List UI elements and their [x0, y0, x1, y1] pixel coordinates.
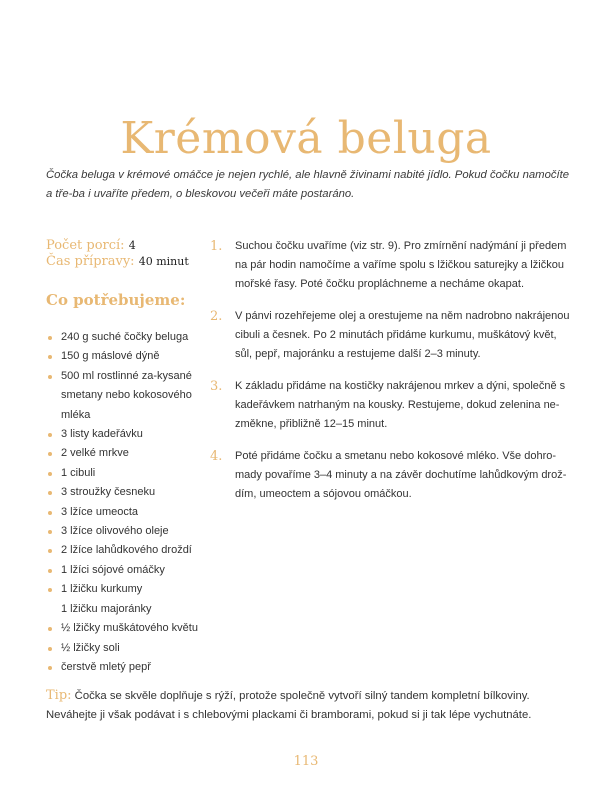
prep-time-value: 40 minut [138, 255, 189, 268]
list-item: 3 lžíce umeocta [46, 503, 211, 522]
tip-paragraph [46, 686, 576, 725]
step-number: 2. [210, 309, 223, 324]
step-number: 4. [210, 449, 223, 464]
bullet-icon [48, 336, 52, 340]
bullet-icon [48, 511, 52, 515]
list-item: 3 stroužky česneku [46, 483, 211, 502]
list-item: 1 lžičku majoránky [61, 602, 152, 615]
servings [46, 238, 189, 254]
bullet-icon [48, 472, 52, 476]
step-number: 1. [210, 239, 223, 254]
list-item: 2 velké mrkve [46, 444, 211, 463]
bullet-icon [48, 647, 52, 651]
step-text: V pánvi rozehřejeme olej a orestujeme na něm nadrobno nakrájenou cibuli a česnek. Po 2 minutách přidáme kurkumu, muškátový květ, sůl, pepř, majoránku a restujeme další 2–3 minuty. [235, 310, 570, 360]
bullet-icon [48, 355, 52, 359]
servings-value: 4 [128, 239, 136, 252]
list-item: ½ lžičky muškátového květu [46, 619, 211, 638]
list-item: čerstvě mletý pepř [46, 658, 211, 677]
step-item [210, 307, 575, 364]
bullet-icon [48, 549, 52, 553]
tip-label: Tip: [46, 688, 72, 703]
list-item: 3 lžíce olivového oleje [46, 522, 211, 541]
list-item: 240 g suché čočky beluga [46, 328, 211, 347]
bullet-icon [48, 530, 52, 534]
bullet-icon [48, 491, 52, 495]
recipe-title: Krémová beluga [120, 113, 492, 165]
list-item: ½ lžičky soli [46, 639, 211, 658]
ingredients-heading: Co potřebujeme: [46, 291, 186, 309]
bullet-icon [48, 627, 52, 631]
list-item: 1 cibuli [46, 464, 211, 483]
step-number: 3. [210, 379, 223, 394]
ingredients-list [46, 328, 211, 677]
step-text: Poté přidáme čočku a smetanu nebo kokosové mléko. Vše dohro-mady povaříme 3–4 minuty a na závěr dochutíme lahůdkovým drož-dím, umeoctem a sójovou omáčkou. [235, 450, 567, 500]
recipe-meta [46, 238, 189, 270]
list-item: 2 lžíce lahůdkového droždí [46, 541, 211, 560]
step-item [210, 377, 575, 434]
bullet-icon [48, 666, 52, 670]
list-item: 150 g máslové dýně [46, 347, 211, 366]
prep-time-label: Čas přípravy: [46, 254, 135, 269]
recipe-intro: Čočka beluga v krémové omáčce je nejen rychlé, ale hlavně živinami nabité jídlo. Pokud čočku namočíte a tře-ba i uvaříte předem, o bleskovou večeři máte postaráno. [46, 169, 570, 200]
step-item [210, 237, 575, 294]
step-item [210, 447, 575, 504]
list-item: 3 listy kadeřávku [46, 425, 211, 444]
steps-list [210, 237, 575, 517]
bullet-icon [48, 569, 52, 573]
bullet-icon [48, 433, 52, 437]
bullet-icon [48, 452, 52, 456]
list-item: 1 lžíci sójové omáčky [46, 561, 211, 580]
page-number: 113 [293, 754, 319, 769]
list-item: 1 lžičku kurkumy [46, 580, 211, 599]
bullet-icon [48, 588, 52, 592]
list-item: 500 ml rostlinné za-kysané smetany nebo kokosového mléka [46, 367, 211, 425]
step-text: Suchou čočku uvaříme (viz str. 9). Pro zmírnění nadýmání ji předem na pár hodin namočíme a vaříme spolu s lžičkou saturejky a lžičkou mořské řasy. Poté čočku propláchneme a necháme okapat. [235, 240, 567, 290]
tip-text: Čočka se skvěle doplňuje s rýží, protože společně vytvoří silný tandem kompletní bílkoviny. Neváhejte ji však podávat i s chlebovými plackami či bramborami, pokud si ji tak lépe vychutnáte. [46, 690, 532, 721]
step-text: K základu přidáme na kostičky nakrájenou mrkev a dýni, společně s kadeřávkem natrhaným na kousky. Restujeme, dokud zelenina ne-změkne, přibližně 12–15 minut. [235, 380, 566, 430]
bullet-icon [48, 375, 52, 379]
servings-label: Počet porcí: [46, 238, 125, 253]
prep-time [46, 254, 189, 270]
